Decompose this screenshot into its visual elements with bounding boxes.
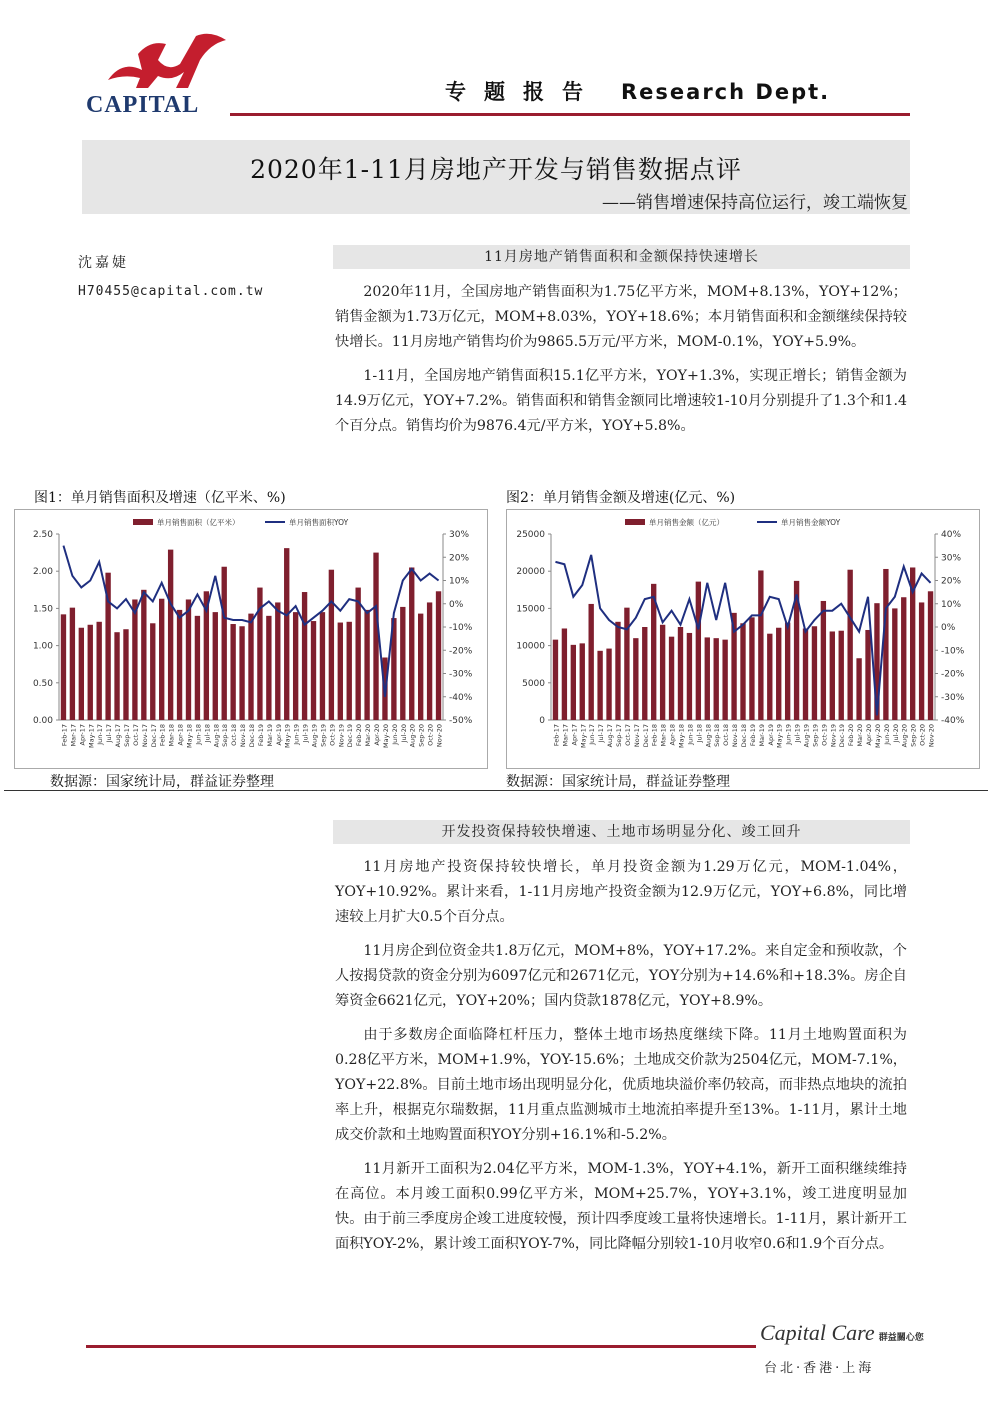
research-dept: Research Dept. [621,80,831,104]
footer-brand-text: Capital Care [760,1320,875,1345]
x-tick-label: Sep-19 [319,724,328,747]
author-email[interactable]: H70455@capital.com.tw [78,284,264,299]
fig2-caption: 图2：单月销售金额及增速(亿元、%) [506,490,736,506]
x-tick-label: Nov-18 [731,724,740,748]
x-tick-label: Feb-20 [355,724,364,747]
bar [767,634,772,720]
x-tick-label: May-20 [381,724,390,748]
bar [589,604,594,720]
x-tick-label: Dec-18 [248,724,256,748]
x-tick-label: Nov-18 [239,724,248,748]
section1-paragraph: 2020年11月，全国房地产销售面积为1.75亿平方米，MOM+8.13%，YOY+12%；销售金额为1.73万亿元，MOM+8.03%，YOY+18.6%；本月销售面积和金额继续保持较快增长。11月房地产销售均价为9865.5万元/平方米，MOM-0.1%，YOY+5.9%。 [335,284,907,350]
right-tick-label: -20% [449,646,473,657]
bar [97,622,102,720]
capital-logo-icon [100,30,230,92]
x-tick-label: Sep-20 [417,724,426,747]
header-divider [230,113,910,116]
section1-heading: 11月房地产销售面积和金额保持快速增长 [333,245,910,269]
x-tick-label: Feb-19 [748,724,757,747]
bar [70,608,75,720]
bar [186,599,191,720]
right-tick-label: 10% [449,576,470,587]
x-tick-label: Jun-17 [96,724,105,745]
chart-legend [133,517,349,527]
x-tick-label: Jul-19 [793,724,802,743]
left-tick-label: 2.00 [32,567,53,578]
bar [311,621,316,720]
bar [821,601,826,720]
footer-brand [760,1320,924,1346]
x-tick-label: Mar-19 [265,724,274,747]
left-tick-label: 1.50 [32,604,53,615]
bar [714,638,719,720]
bar [553,640,558,720]
bar [338,623,343,720]
left-tick-label: 5000 [522,678,545,689]
fig1-chart [14,509,488,769]
x-tick-label: Mar-17 [69,724,78,747]
x-tick-label: Feb-20 [847,724,856,747]
x-tick-label: Apr-19 [766,724,775,746]
left-tick-label: 0.50 [32,678,53,689]
left-tick-label: 1.00 [32,641,53,652]
footer-cities: 台北·香港·上海 [764,1361,875,1376]
right-tick-label: -30% [449,669,473,680]
bar [123,629,128,720]
x-tick-label: Sep-18 [221,724,230,747]
bar [597,651,602,720]
bar [195,616,200,720]
bar [830,631,835,720]
x-tick-label: Jul-17 [105,724,114,743]
section2-paragraph: 由于多数房企面临降杠杆压力，整体土地市场热度继续下降。11月土地购置面积为0.28亿平方米，MOM+1.9%，YOY-15.6%；土地成交价款为2504亿元，MOM-7.1%，YOY+22.8%。目前土地市场出现明显分化，优质地块溢价率仍较高，而非热点地块的流拍率上升，根据克尔瑞数据，11月重点监测城市土地流拍率提升至13%。1-11月，累计土地成交价款和土地购置面积YOY分别+16.1%和-5.2%。 [335,1027,907,1143]
legend-label: 单月销售面积（亿平米） [157,518,240,527]
bar [248,614,253,720]
x-tick-label: Oct-19 [328,724,337,746]
x-tick-label: May-19 [775,724,784,748]
bar [436,591,441,720]
x-tick-label: Sep-20 [909,724,918,747]
x-tick-label: Oct-17 [131,724,140,746]
bar [409,567,414,720]
footer-divider [86,1345,756,1348]
left-tick-label: 20000 [516,567,545,578]
bar [159,599,164,720]
x-tick-label: Dec-17 [149,724,158,748]
x-tick-label: Sep-17 [122,724,131,747]
x-tick-label: Sep-18 [713,724,722,747]
bar [230,624,235,720]
x-tick-label: Apr-17 [570,724,579,746]
x-tick-label: May-17 [579,724,588,748]
bar [740,623,745,720]
bar [580,643,585,720]
x-tick-label: Jul-20 [891,724,900,743]
bar [364,610,369,720]
bar [168,550,173,720]
x-tick-label: Aug-18 [704,724,713,748]
left-tick-label: 10000 [516,641,545,652]
bar [669,637,674,720]
x-tick-label: Oct-17 [623,724,632,746]
right-tick-label: -40% [449,692,473,703]
bar [275,602,280,720]
legend-label: 单月销售金额（亿元） [649,518,724,527]
bar [562,628,567,720]
bar [615,622,620,720]
left-tick-label: 25000 [516,530,545,540]
x-tick-label: Nov-17 [140,724,149,748]
left-tick-label: 0 [539,716,545,726]
bar [803,628,808,720]
chart-legend [625,517,841,527]
x-tick-label: Jun-19 [784,724,793,745]
bar [427,602,432,720]
x-tick-label: Jul-18 [695,724,704,743]
x-tick-label: Apr-20 [373,724,382,746]
x-tick-label: Apr-17 [78,724,87,746]
bar [177,610,182,720]
x-tick-label: Jun-17 [588,724,597,745]
bar [624,608,629,720]
bar [705,637,710,720]
left-tick-label: 2.50 [32,530,53,540]
left-tick-label: 15000 [516,604,545,615]
bar [785,623,790,720]
x-tick-label: Aug-17 [606,724,615,748]
section2-paragraph: 11月新开工面积为2.04亿平方米，MOM-1.3%，YOY+4.1%，新开工面积继续维持在高位。本月竣工面积0.99亿平方米，MOM+25.7%，YOY+3.1%，竣工进度明显加快。由于前三季度房企竣工进度较慢，预计四季度竣工量将快速增长。1-11月，累计新开工面积YOY-2%，累计竣工面积YOY-7%，同比降幅分别较1-10月收窄0.6和1.9个百分点。 [335,1161,907,1252]
x-tick-label: Feb-19 [256,724,265,747]
x-tick-label: Jun-18 [686,724,695,745]
x-tick-label: Nov-19 [829,724,838,748]
section2-paragraph: 11月房企到位资金共1.8万亿元，MOM+8%，YOY+17.2%。来自定金和预收款，个人按揭贷款的资金分别为6097亿元和2671亿元，YOY分别为+14.6%和+18.3%。房企自筹资金6621亿元，YOY+20%；国内贷款1878亿元，YOY+8.9%。 [335,943,907,1009]
x-tick-label: Mar-20 [856,724,865,747]
x-tick-label: Feb-18 [650,724,659,747]
x-tick-label: Feb-18 [158,724,167,747]
bar [901,597,906,720]
figure-divider [4,790,988,791]
section1-body [335,280,907,448]
x-tick-label: Jul-19 [301,724,310,743]
bar [266,616,271,720]
x-tick-label: Nov-19 [337,724,346,748]
bar [856,658,861,720]
author-name: 沈嘉婕 [78,255,129,271]
bar [812,626,817,720]
section2-paragraph: 11月房地产投资保持较快增长，单月投资金额为1.29万亿元，MOM-1.04%，YOY+10.92%。累计来看，1-11月房地产投资金额为12.9万亿元，YOY+6.8%，同比增速较上月扩大0.5个百分点。 [335,859,907,925]
x-tick-label: Nov-20 [435,724,444,748]
bar [355,588,360,720]
bar [660,625,665,720]
x-tick-label: May-18 [677,724,686,748]
x-tick-label: Mar-17 [561,724,570,747]
x-tick-label: Dec-19 [838,724,847,748]
x-tick-label: Oct-18 [230,724,239,746]
report-header [445,76,830,106]
fig2-source: 数据源：国家统计局，群益证券整理 [506,774,730,790]
bar [642,627,647,720]
bar [928,591,933,720]
bar [678,627,683,720]
x-tick-label: Feb-17 [552,724,561,747]
x-tick-label: May-18 [185,724,194,748]
x-tick-label: Jun-20 [390,724,399,745]
page-title: 2020年1-11月房地产开发与销售数据点评 [250,155,742,184]
x-tick-label: Oct-20 [918,724,927,746]
x-tick-label: Sep-17 [614,724,623,747]
x-tick-label: Apr-19 [274,724,283,746]
x-tick-label: Aug-20 [900,724,909,748]
x-tick-label: Jun-18 [194,724,203,745]
right-tick-label: -10% [941,646,965,657]
bar [606,649,611,720]
bar [758,570,763,720]
bar [722,640,727,720]
right-tick-label: -40% [941,716,965,726]
x-tick-label: Nov-17 [632,724,641,748]
bar [865,630,870,720]
right-tick-label: -50% [449,716,473,726]
x-tick-label: Jul-17 [597,724,606,743]
left-tick-label: 0.00 [32,716,53,726]
x-tick-label: Oct-19 [820,724,829,746]
footer-brand-cn: 群益關心您 [878,1333,924,1343]
x-tick-label: Aug-17 [114,724,123,748]
bar [776,628,781,720]
right-tick-label: 40% [941,530,962,540]
right-tick-label: 0% [449,599,464,610]
x-tick-label: Aug-20 [408,724,417,748]
right-tick-label: -10% [449,623,473,633]
x-tick-label: Feb-17 [60,724,69,747]
x-tick-label: Aug-19 [802,724,811,748]
bar [79,628,84,720]
legend-bar-swatch [625,519,645,525]
bar [749,617,754,720]
x-tick-label: Mar-18 [167,724,176,747]
bar [418,614,423,720]
right-tick-label: 30% [449,530,470,540]
bar [373,553,378,720]
x-tick-label: May-20 [873,724,882,748]
x-tick-label: Oct-20 [426,724,435,746]
right-tick-label: -20% [941,669,965,680]
bar [883,569,888,720]
bar [633,638,638,720]
x-tick-label: Mar-20 [364,724,373,747]
bar [847,570,852,720]
bar [400,607,405,720]
fig2-chart [506,509,980,769]
x-tick-label: Jun-20 [882,724,891,745]
x-tick-label: Oct-18 [722,724,731,746]
bar [61,614,66,720]
section1-paragraph: 1-11月，全国房地产销售面积15.1亿平方米，YOY+1.3%，实现正增长；销售金额为14.9万亿元，YOY+7.2%。销售面积和销售金额同比增速较1-10月分别提升了1.3个和1.4个百分点。销售均价为9876.4元/平方米，YOY+5.8%。 [335,368,907,434]
x-tick-label: Dec-19 [346,724,355,748]
bar [239,626,244,720]
right-tick-label: 30% [941,553,962,564]
bar [302,592,307,720]
page-subtitle: ——销售增速保持高位运行，竣工端恢复 [602,193,908,213]
bar [132,599,137,720]
x-tick-label: Mar-19 [757,724,766,747]
x-tick-label: Jul-18 [203,724,212,743]
fig1-chart-svg [15,510,487,768]
x-tick-label: Nov-20 [927,724,936,748]
bar [687,633,692,720]
fig1-source: 数据源：国家统计局，群益证券整理 [50,774,274,790]
bar [213,612,218,720]
x-tick-label: Dec-17 [641,724,650,748]
legend-bar-swatch [133,519,153,525]
bar [571,645,576,720]
x-tick-label: Mar-18 [659,724,668,747]
right-tick-label: 20% [449,553,470,564]
bar [114,632,119,720]
right-tick-label: 10% [941,599,962,610]
logo-text: CAPITAL [86,92,200,118]
bar [892,608,897,720]
right-tick-label: -30% [941,692,965,703]
legend-label: 单月销售金额YOY [781,518,841,527]
report-type: 专题报告 [445,80,601,104]
legend-label: 单月销售面积YOY [289,518,349,527]
fig2-chart-svg [507,510,979,768]
x-tick-label: Aug-18 [212,724,221,748]
bar [88,625,93,720]
bar [347,622,352,720]
x-tick-label: Jun-19 [292,724,301,745]
section2-heading: 开发投资保持较快增速、土地市场明显分化、竣工回升 [333,820,910,844]
right-tick-label: 20% [941,576,962,587]
bar [293,612,298,720]
bar [150,623,155,720]
x-tick-label: Apr-18 [668,724,677,746]
x-tick-label: Aug-19 [310,724,319,748]
fig1-caption: 图1：单月销售面积及增速（亿平米、%) [34,490,286,506]
x-tick-label: Apr-20 [865,724,874,746]
x-tick-label: May-19 [283,724,292,748]
bar [141,590,146,720]
bar [329,570,334,720]
x-tick-label: Dec-18 [740,724,748,748]
x-tick-label: Jul-20 [399,724,408,743]
section2-body [335,855,907,1266]
bar [320,612,325,720]
x-tick-label: Sep-19 [811,724,820,747]
x-tick-label: May-17 [87,724,96,748]
bar [919,602,924,720]
x-tick-label: Apr-18 [176,724,185,746]
bar [839,631,844,720]
bar [696,582,701,720]
bar [222,567,227,720]
bar [284,548,289,720]
right-tick-label: 0% [941,623,956,633]
